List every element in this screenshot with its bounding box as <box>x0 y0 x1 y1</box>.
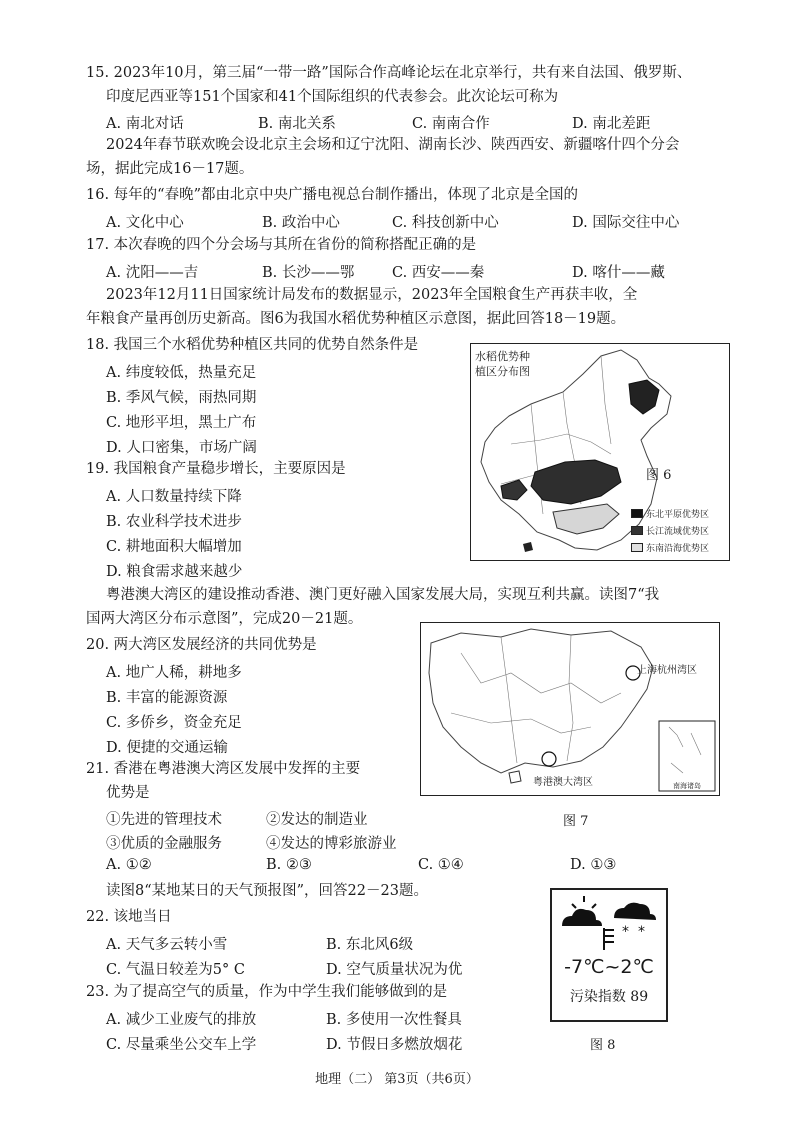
q17-option-a: A. 沈阳——吉 <box>106 265 199 281</box>
intro-20-21-line2: 国两大湾区分布示意图”，完成20－21题。 <box>86 611 363 627</box>
q23-option-b: B. 多使用一次性餐具 <box>326 1012 462 1028</box>
q16-option-a: A. 文化中心 <box>106 215 184 231</box>
yangtze-basin-region <box>531 460 621 504</box>
intro-22-23: 读图8“某地某日的天气预报图”，回答22－23题。 <box>106 883 428 899</box>
q21-option-b: B. ②③ <box>266 857 312 873</box>
q22-stem: 22. 该地当日 <box>86 909 172 925</box>
q21-option-d: D. ①③ <box>570 857 617 873</box>
q17-stem: 17. 本次春晚的四个分会场与其所在省份的简称搭配正确的是 <box>86 237 477 253</box>
legend-label-yangtze: 长江流域优势区 <box>646 527 710 537</box>
fig6-title-line2: 植区分布图 <box>475 365 530 378</box>
q15-option-c: C. 南南合作 <box>412 116 490 132</box>
fig6-title-line1: 水稻优势种 <box>475 350 530 363</box>
weather-icons-graphic <box>552 890 666 954</box>
q19-option-d: D. 粮食需求越来越少 <box>106 564 243 580</box>
q16-stem: 16. 每年的“春晚”都由北京中央广播电视总台制作播出，体现了北京是全国的 <box>86 187 578 203</box>
svg-text:*: * <box>622 924 629 940</box>
q22-option-a: A. 天气多云转小雪 <box>106 937 228 953</box>
q19-option-a: A. 人口数量持续下降 <box>106 489 242 505</box>
intro-18-19-line1: 2023年12月11日国家统计局发布的数据显示，2023年全国粮食生产再获丰收，全 <box>106 287 638 303</box>
q21-option-a: A. ①② <box>106 857 152 873</box>
q21-stem-line1: 21. 香港在粤港澳大湾区发展中发挥的主要 <box>86 761 361 777</box>
q21-stem-line2: 优势是 <box>106 785 150 801</box>
q20-option-b: B. 丰富的能源资源 <box>106 690 228 706</box>
q20-stem: 20. 两大湾区发展经济的共同优势是 <box>86 637 317 653</box>
pearl-river-bay-marker <box>542 752 556 766</box>
hainan-island <box>509 771 521 783</box>
northeast-plain-region <box>629 380 659 414</box>
q18-option-c: C. 地形平坦，黑土广布 <box>106 415 257 431</box>
fig7-inset-label: 南海诸岛 <box>673 782 701 790</box>
legend-swatch-yangtze <box>631 526 643 535</box>
q15-option-d: D. 南北差距 <box>572 116 651 132</box>
fig7-label-shanghai-hangzhou: 上海杭州湾区 <box>637 665 697 676</box>
q17-option-d: D. 喀什——藏 <box>572 265 665 281</box>
q19-stem: 19. 我国粮食产量稳步增长，主要原因是 <box>86 461 346 477</box>
fig6-caption: 图 6 <box>646 468 672 483</box>
q23-option-a: A. 减少工业废气的排放 <box>106 1012 257 1028</box>
hainan-island <box>523 542 533 552</box>
wind-icon <box>604 928 614 950</box>
svg-text:*: * <box>638 924 645 940</box>
legend-northeast <box>631 507 709 520</box>
q21-item-1: ①先进的管理技术 <box>106 812 222 828</box>
q15-option-a: A. 南北对话 <box>106 116 184 132</box>
q18-option-d: D. 人口密集，市场广阔 <box>106 440 257 456</box>
figure-6-rice-map <box>470 343 730 561</box>
fig7-caption: 图 7 <box>563 814 589 829</box>
q23-stem: 23. 为了提高空气的质量，作为中学生我们能够做到的是 <box>86 984 448 1000</box>
partly-cloudy-icon <box>562 896 602 926</box>
page-footer: 地理（二） 第3页（共6页） <box>315 1072 479 1087</box>
q23-option-d: D. 节假日多燃放烟花 <box>326 1037 463 1053</box>
fig8-pollution-index: 污染指数 89 <box>569 989 649 1005</box>
q19-option-b: B. 农业科学技术进步 <box>106 514 242 530</box>
q23-option-c: C. 尽量乘坐公交车上学 <box>106 1037 257 1053</box>
q18-option-a: A. 纬度较低，热量充足 <box>106 365 257 381</box>
q18-stem: 18. 我国三个水稻优势种植区共同的优势自然条件是 <box>86 337 419 353</box>
q16-option-b: B. 政治中心 <box>262 215 340 231</box>
q18-option-b: B. 季风气候，雨热同期 <box>106 390 257 406</box>
q22-option-b: B. 东北风6级 <box>326 937 414 953</box>
intro-16-17-line2: 场，据此完成16－17题。 <box>86 161 254 177</box>
southeast-coastal-region <box>553 504 619 534</box>
q16-option-d: D. 国际交往中心 <box>572 215 680 231</box>
q20-option-a: A. 地广人稀，耕地多 <box>106 665 242 681</box>
q22-option-c: C. 气温日较差为5° C <box>106 962 245 978</box>
fig8-temperature: -7℃~2℃ <box>564 956 654 978</box>
q15-stem-line1: 15. 2023年10月，第三届“一带一路”国际合作高峰论坛在北京举行，共有来自法国、俄罗斯、 <box>86 65 692 81</box>
intro-20-21-line1: 粤港澳大湾区的建设推动香港、澳门更好融入国家发展大局，实现互利共赢。读图7“我 <box>106 587 660 603</box>
q15-option-b: B. 南北关系 <box>258 116 336 132</box>
q21-item-3: ③优质的金融服务 <box>106 836 222 852</box>
legend-label-southeast: 东南沿海优势区 <box>646 544 710 554</box>
figure-8-weather-forecast <box>550 888 668 1022</box>
q15-stem-line2: 印度尼西亚等151个国家和41个国际组织的代表参会。此次论坛可称为 <box>106 89 559 105</box>
legend-swatch-northeast <box>631 509 643 518</box>
intro-16-17-line1: 2024年春节联欢晚会设北京主会场和辽宁沈阳、湖南长沙、陕西西安、新疆喀什四个分会 <box>106 137 680 153</box>
legend-label-northeast: 东北平原优势区 <box>646 510 710 520</box>
q20-option-d: D. 便捷的交通运输 <box>106 740 228 756</box>
q21-option-c: C. ①④ <box>418 857 464 873</box>
legend-southeast <box>631 541 709 554</box>
legend-swatch-southeast <box>631 543 643 552</box>
q20-option-c: C. 多侨乡，资金充足 <box>106 715 242 731</box>
cloud-snow-icon <box>614 903 656 940</box>
q17-option-b: B. 长沙——鄂 <box>262 265 355 281</box>
q22-option-d: D. 空气质量状况为优 <box>326 962 463 978</box>
bay-areas-map-graphic <box>421 623 719 795</box>
q16-option-c: C. 科技创新中心 <box>392 215 499 231</box>
figure-7-bay-areas-map <box>420 622 720 796</box>
fig7-label-greater-bay: 粤港澳大湾区 <box>533 777 593 788</box>
intro-18-19-line2: 年粮食产量再创历史新高。图6为我国水稻优势种植区示意图，据此回答18－19题。 <box>86 311 626 327</box>
fig8-caption: 图 8 <box>590 1038 616 1053</box>
q21-item-2: ②发达的制造业 <box>266 812 368 828</box>
q19-option-c: C. 耕地面积大幅增加 <box>106 539 242 555</box>
q21-item-4: ④发达的博彩旅游业 <box>266 836 397 852</box>
legend-yangtze <box>631 524 709 537</box>
q17-option-c: C. 西安——秦 <box>392 265 485 281</box>
